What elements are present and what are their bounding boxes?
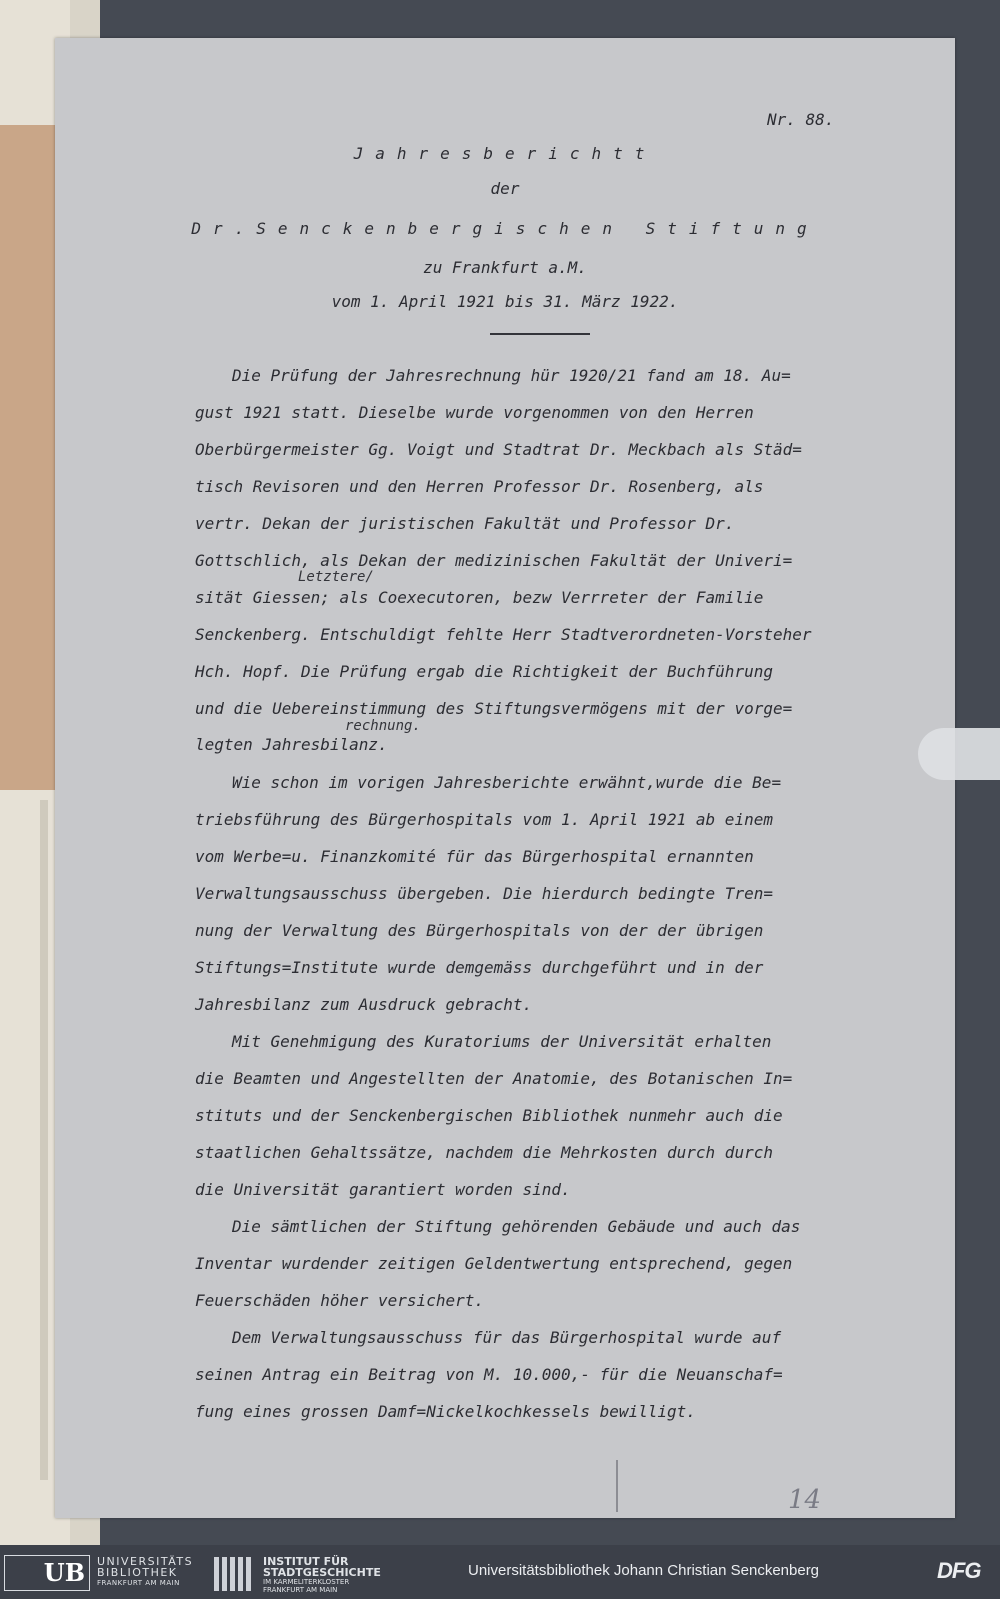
ub-location: FRANKFURT AM MAIN <box>97 1579 180 1587</box>
ub-logo: UB <box>4 1555 90 1591</box>
body-line: Verwaltungsausschuss übergeben. Die hierdurch bedingte Tren= <box>195 884 773 903</box>
isg-logo-icon <box>214 1557 254 1591</box>
isg-sub-line: FRANKFURT AM MAIN <box>263 1586 338 1594</box>
body-line: Mit Genehmigung des Kuratoriums der Universität erhalten <box>232 1032 772 1051</box>
isg-name <box>263 1556 381 1594</box>
body-line: legten Jahresbilanz. <box>195 735 388 754</box>
ub-name-line: BIBLIOTHEK <box>97 1566 178 1579</box>
ub-name <box>97 1556 193 1589</box>
body-line: vertr. Dekan der juristischen Fakultät und Professor Dr. <box>195 514 735 533</box>
body-line: gust 1921 statt. Dieselbe wurde vorgenommen von den Herren <box>195 403 754 422</box>
body-line: Feuerschäden höher versichert. <box>195 1291 484 1310</box>
isg-title-line: INSTITUT FÜR <box>263 1555 349 1568</box>
body-line: die Universität garantiert worden sind. <box>195 1180 571 1199</box>
body-line: Senckenberg. Entschuldigt fehlte Herr Stadtverordneten-Vorsteher <box>195 625 812 644</box>
body-insertion: rechnung. <box>345 718 421 734</box>
isg-title-line: STADTGESCHICHTE <box>263 1566 381 1579</box>
page-edge-lower <box>40 800 48 1480</box>
body-line: triebsführung des Bürgerhospitals vom 1. April 1921 ab einem <box>195 810 773 829</box>
body-insertion: Letztere/ <box>298 569 374 585</box>
isg-sub-line: IM KARMELITERKLOSTER <box>263 1578 350 1586</box>
body-line: vom Werbe=u. Finanzkomité für das Bürgerhospital ernannten <box>195 847 754 866</box>
body-line: Jahresbilanz zum Ausdruck gebracht. <box>195 995 533 1014</box>
title-line: zu Frankfurt a.M. <box>423 258 587 277</box>
body-line: tisch Revisoren und den Herren Professor Dr. Rosenberg, als <box>195 477 764 496</box>
title-line: vom 1. April 1921 bis 31. März 1922. <box>331 292 679 311</box>
body-line: seinen Antrag ein Beitrag von M. 10.000,- für die Neuanschaf= <box>195 1365 783 1384</box>
body-line: Die sämtlichen der Stiftung gehörenden Gebäude und auch das <box>232 1217 801 1236</box>
body-line: stituts und der Senckenbergischen Bibliothek nunmehr auch die <box>195 1106 783 1125</box>
body-line: Hch. Hopf. Die Prüfung ergab die Richtigkeit der Buchführung <box>195 662 773 681</box>
body-line: Gottschlich, als Dekan der medizinischen Fakultät der Univeri= <box>195 551 793 570</box>
dfg-logo: DFG <box>937 1558 981 1583</box>
title-line: der <box>490 179 520 198</box>
title-line: Dr.Senckenbergischen Stiftung <box>191 219 819 238</box>
paper-clip <box>918 728 1000 780</box>
body-line: Wie schon im vorigen Jahresberichte erwähnt,wurde die Be= <box>232 773 782 792</box>
body-line: staatlichen Gehaltssätze, nachdem die Mehrkosten durch durch <box>195 1143 773 1162</box>
body-line: Oberbürgermeister Gg. Voigt und Stadtrat Dr. Meckbach als Städ= <box>195 440 802 459</box>
ub-name-line: UNIVERSITÄTS <box>97 1555 194 1568</box>
body-line: Die Prüfung der Jahresrechnung hür 1920/21 fand am 18. Au= <box>232 366 791 385</box>
body-line: die Beamten und Angestellten der Anatomie, des Botanischen In= <box>195 1069 793 1088</box>
body-line: fung eines grossen Damf=Nickelkochkessels bewilligt. <box>195 1402 696 1421</box>
body-line: und die Uebereinstimmung des Stiftungsvermögens mit der vorge= <box>195 699 793 718</box>
body-line: Dem Verwaltungsausschuss für das Bürgerhospital wurde auf <box>232 1328 782 1347</box>
footer-credit: Universitätsbibliothek Johann Christian Senckenberg <box>468 1562 820 1579</box>
title-rule <box>490 333 590 335</box>
body-line: Inventar wurdender zeitigen Geldentwertung entsprechend, gegen <box>195 1254 793 1273</box>
body-line: nung der Verwaltung des Bürgerhospitals von der der übrigen <box>195 921 764 940</box>
body-line: Stiftungs=Institute wurde demgemäss durchgeführt und in der <box>195 958 764 977</box>
page-number: 14 <box>788 1485 822 1515</box>
document-number: Nr. 88. <box>767 110 835 129</box>
title-line: Jahresberichtt <box>353 144 657 163</box>
body-line: sität Giessen; als Coexecutoren, bezw Verrreter der Familie <box>195 588 764 607</box>
pencil-mark <box>616 1460 618 1512</box>
